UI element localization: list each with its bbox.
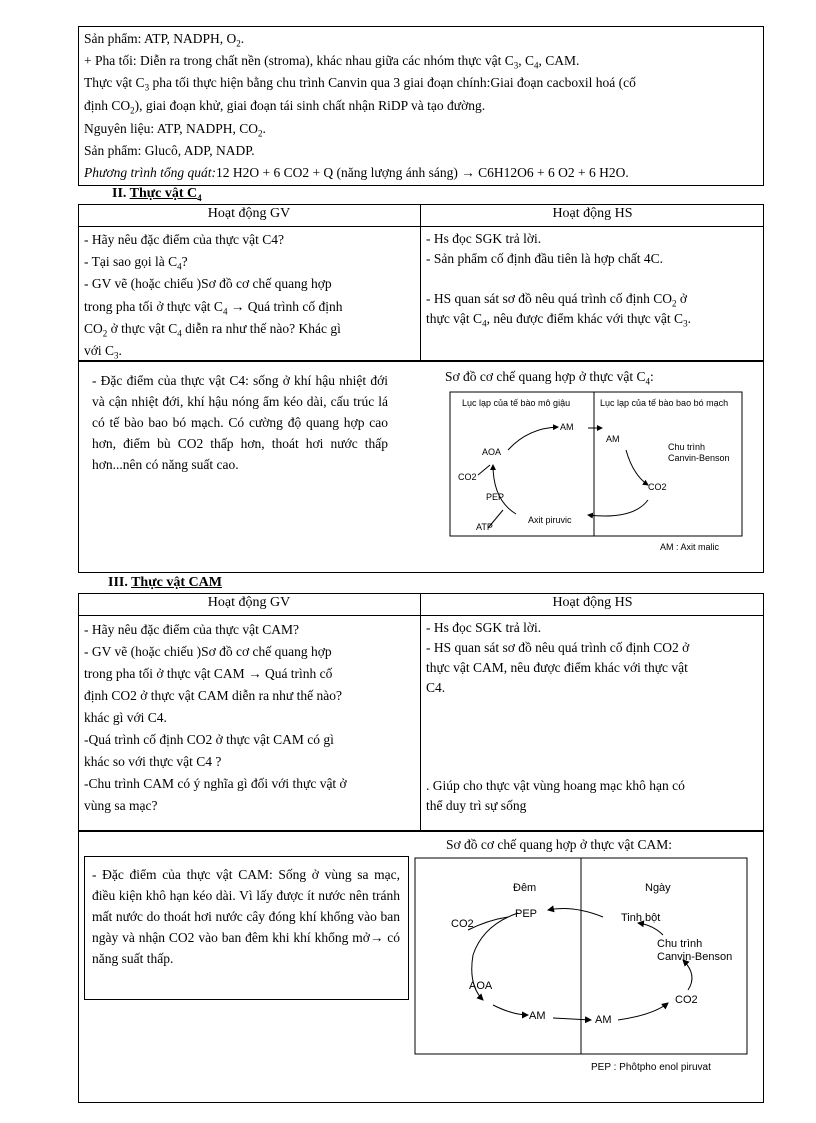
c4-pep: PEP xyxy=(486,492,505,502)
cam-pep: PEP xyxy=(515,908,538,920)
hs-item: - Hs đọc SGK trả lời. xyxy=(426,620,542,635)
c4-diagram xyxy=(448,390,744,558)
col-header-gv: Hoạt động GV xyxy=(207,206,291,221)
hs-item: . Giúp cho thực vật vùng hoang mạc khô hạn có xyxy=(426,778,685,793)
c4-legend: AM : Axit malic xyxy=(660,542,720,552)
hs-item: thể duy trì sự sống xyxy=(426,798,527,813)
hs-item: thực vật CAM, nêu được điểm khác với thực vật xyxy=(426,660,688,675)
gv-item: trong pha tối ở thực vật CAM → Quá trình cố xyxy=(84,666,333,681)
calvin-line-2: định $CO_2$), giai đoạn khử, giai đoạn tái sinh chất nhận RiDP và tạo đường. xyxy=(84,98,486,116)
c4-atp: ATP xyxy=(476,522,493,532)
section-3-title: III. Thực vật CAM xyxy=(108,575,222,590)
col-header-gv: Hoạt động GV xyxy=(207,595,291,610)
hs-item: - HS quan sát sơ đồ nêu quá trình cố định CO2 ở xyxy=(426,640,690,655)
cam-co2-right: CO2 xyxy=(675,994,698,1006)
dark-phase-line: + Pha tối: Diễn ra trong chất nền (stroma), khác nhau giữa các nhóm thực vật $C_3$, $C_4$, CAM. xyxy=(84,53,580,71)
cam-am-1: AM xyxy=(529,1010,546,1022)
col-header-hs: Hoạt động HS xyxy=(552,595,633,610)
section-2-title: II. Thực vật $C_4$ xyxy=(112,186,202,203)
gv-item: định CO2 ở thực vật CAM diễn ra như thế nào? xyxy=(84,688,342,703)
cam-day: Ngày xyxy=(645,882,671,894)
c4-am-right: AM xyxy=(606,434,620,444)
gv-item: $CO_2$ ở thực vật $C_4$ diễn ra như thế nào? Khác gì xyxy=(84,321,341,339)
c4-canvin-2: Canvin-Benson xyxy=(668,453,730,463)
gv-item: - Hãy nêu đặc điểm của thực vật C4? xyxy=(84,232,284,247)
equation-line: Phương trình tổng quát:12 H2O + 6 CO2 + Q (năng lượng ánh sáng) → C6H12O6 + 6 O2 + 6 H2O. xyxy=(84,165,629,180)
cam-canvin-1: Chu trình xyxy=(657,938,703,950)
cam-aoa: AOA xyxy=(469,980,493,992)
hs-item: thực vật $C_4$, nêu được điểm khác với thực vật $C_3$. xyxy=(426,311,691,329)
hs-item: - HS quan sát sơ đồ nêu quá trình cố định $CO_2$ ở xyxy=(426,291,688,309)
c4-aoa: AOA xyxy=(482,447,502,457)
c4-co2-left: CO2 xyxy=(458,472,477,482)
hs-item: C4. xyxy=(426,680,446,695)
gv-item: -Quá trình cố định CO2 ở thực vật CAM có gì xyxy=(84,732,334,747)
cam-co2-left: CO2 xyxy=(451,918,474,930)
c4-right-header: Lục lạp của tế bào bao bó mạch xyxy=(600,398,729,408)
gv-item: khác so với thực vật C4 ? xyxy=(84,754,222,769)
cam-feature-text: - Đặc điểm của thực vật CAM: Sống ở vùng sa mạc, điều kiện khô hạn kéo dài. Vì lấy được ít nước nên tránh mất nước do thoát hơi nước cây đóng khí khổng vào ban ngày và nhận CO2 vào ban đêm khi khí khổng mở→ có năng suất thấp. xyxy=(92,867,400,966)
cam-diagram xyxy=(413,855,763,1077)
gv-item: - Tại sao gọi là $C_4$? xyxy=(84,254,188,272)
gv-item: - GV vẽ (hoặc chiếu )Sơ đồ cơ chế quang hợp xyxy=(84,276,332,291)
c4-axit: Axit piruvic xyxy=(528,515,572,525)
c4-am-top: AM xyxy=(560,422,574,432)
cam-legend: PEP : Phôtpho enol piruvat xyxy=(591,1062,711,1073)
gv-item: với $C_3$. xyxy=(84,343,122,361)
gv-item: - GV vẽ (hoặc chiếu )Sơ đồ cơ chế quang hợp xyxy=(84,644,332,659)
materials-line: Nguyên liệu: ATP, NADPH, $CO_2$. xyxy=(84,121,266,139)
gv-item: -Chu trình CAM có ý nghĩa gì đối với thực vật ở xyxy=(84,776,347,791)
products-line: Sản phẩm: ATP, NADPH, $O_2$. xyxy=(84,31,245,49)
c4-canvin-1: Chu trình xyxy=(668,442,706,452)
products-line-2: Sản phẩm: Glucô, ADP, NADP. xyxy=(84,143,255,158)
col-header-hs: Hoạt động HS xyxy=(552,206,633,221)
cam-am-2: AM xyxy=(595,1014,612,1026)
gv-item: trong pha tối ở thực vật $C_4$ → Quá trình cố định xyxy=(84,299,343,317)
c4-left-header: Lục lạp của tế bào mô giậu xyxy=(462,398,571,408)
cam-night: Đêm xyxy=(513,882,537,894)
c4-diagram-title: Sơ đồ cơ chế quang hợp ở thực vật $C_4$: xyxy=(445,369,654,387)
gv-item: khác gì với C4. xyxy=(84,710,167,725)
hs-item: - Sản phẩm cố định đầu tiên là hợp chất 4C. xyxy=(426,251,663,266)
c4-feature-text: - Đặc điểm của thực vật C4: sống ở khí hậu nhiệt đới và cận nhiệt đới, khí hậu nóng ẩm kéo dài, cấu trúc lá có tế bào bao bó mạch. Có cường độ quang hợp cao hơn, điểm bù CO2 thấp hơn, thoát hơi nước thấp hơn...nên có năng suất cao. xyxy=(92,373,388,472)
hs-item: - Hs đọc SGK trả lời. xyxy=(426,231,542,246)
gv-item: - Hãy nêu đặc điểm của thực vật CAM? xyxy=(84,622,299,637)
calvin-line-1: Thực vật $C_3$ pha tối thực hiện bằng chu trình Canvin qua 3 giai đoạn chính:Giai đoạn cacboxil hoá (cố xyxy=(84,75,636,93)
cam-diagram-title: Sơ đồ cơ chế quang hợp ở thực vật CAM: xyxy=(446,837,672,852)
c4-co2-right: CO2 xyxy=(648,482,667,492)
gv-item: vùng sa mạc? xyxy=(84,798,158,813)
cam-tinh-bot: Tinh bột xyxy=(621,912,661,924)
cam-canvin-2: Canvin-Benson xyxy=(657,951,733,963)
